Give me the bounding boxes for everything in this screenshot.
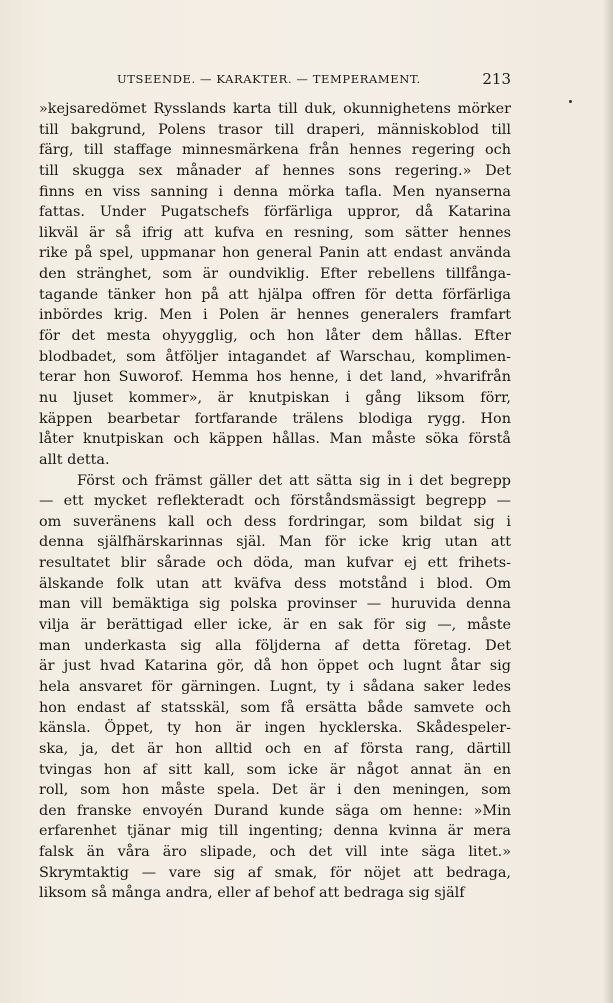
text-line: är just hvad Katarina gör, då hon öppet och lugnt åtar sig <box>39 658 511 675</box>
text-line: fattas. Under Pugatschefs förfärliga uppror, då Katarina <box>39 204 511 221</box>
text-line: till bakgrund, Polens trasor till draperi, människoblod till <box>39 121 511 138</box>
text-line: till skugga sex månader af hennes sons regering.» Det <box>39 162 511 179</box>
text-line: terar hon Suworof. Hemma hos henne, i det land, »hvarifrån <box>39 369 511 386</box>
ink-speck <box>569 100 572 103</box>
text-line: man vill bemäktiga sig polska provinser — huruvida denna <box>39 596 511 613</box>
text-line: roll, som hon måste spela. Det är i den meningen, som <box>39 782 511 799</box>
text-line: man underkasta sig alla följderna af detta företag. Det <box>39 637 511 654</box>
text-line: denna själfhärskarinnas själ. Man för icke krig utan att <box>39 534 511 551</box>
text-line: resultatet blir sårade och döda, man kufvar ej ett frihets- <box>39 555 511 572</box>
text-line: likväl är så ifrig att kufva en resning, som sätter hennes <box>39 224 511 241</box>
text-line: tvingas hon af sitt kall, som icke är något annat än en <box>39 761 511 778</box>
text-line: — ett mycket reflekteradt och förståndsmässigt begrepp — <box>39 493 511 510</box>
text-line: nu ljuset kommer», är knutpiskan i gång liksom förr, <box>39 389 511 406</box>
text-line: rike på spel, uppmanar hon general Panin att endast använda <box>39 245 511 262</box>
text-line: »kejsaredömet Rysslands karta till duk, okunnighetens mörker <box>39 101 511 117</box>
page-number: 213 <box>482 70 511 88</box>
text-line: vilja är berättigad eller icke, är en sak för sig —, måste <box>39 617 511 634</box>
text-line: älskande folk utan att kväfva dess motstånd i blod. Om <box>39 575 511 592</box>
text-line: den stränghet, som är oundviklig. Efter rebellens tillfånga- <box>39 266 511 283</box>
text-line: den franske envoyén Durand kunde säga om henne: »Min <box>39 802 511 819</box>
text-line: liksom så många andra, eller af behof att bedraga sig själf <box>39 885 465 902</box>
running-head: UTSEENDE. — KARAKTER. — TEMPERAMENT. <box>117 72 421 86</box>
text-line: finns en viss sanning i denna mörka tafla. Men nyanserna <box>39 183 511 200</box>
body-text <box>39 99 511 904</box>
text-line: blodbadet, som åtföljer intagandet af Warschau, komplimen- <box>39 348 511 365</box>
page-header <box>39 70 511 90</box>
text-line: för det mesta ohyygglig, och hon låter dem hållas. Efter <box>39 328 511 345</box>
text-line: erfarenhet tjänar mig till ingenting; denna kvinna är mera <box>39 823 511 840</box>
text-line: allt detta. <box>39 451 110 468</box>
text-line: tagande tänker hon på att hjälpa offren för detta förfärliga <box>39 286 511 303</box>
text-line: känsla. Öppet, ty hon är ingen hycklerska. Skådespeler- <box>39 720 511 737</box>
text-line: käppen bearbetar fortfarande trälens blodiga rygg. Hon <box>39 410 511 427</box>
text-line: hon endast af statsskäl, som få ersätta både samvete och <box>39 699 511 716</box>
text-line: falsk än våra äro slipade, och det vill inte säga litet.» <box>39 844 511 861</box>
text-line: inbördes krig. Men i Polen är hennes generalers framfart <box>39 307 511 324</box>
text-line: ska, ja, det är hon alltid och en af första rang, därtill <box>39 740 511 757</box>
text-line: om suveränens kall och dess fordringar, som bildat sig i <box>39 513 511 530</box>
text-line: låter knutpiskan och käppen hållas. Man måste söka förstå <box>39 431 511 448</box>
text-line: färg, till staffage minnesmärkena från hennes regering och <box>39 142 511 159</box>
text-line: hela ansvaret för gärningen. Lugnt, ty i sådana saker ledes <box>39 678 511 695</box>
text-line: Skrymtaktig — vare sig af smak, för nöjet att bedraga, <box>39 864 511 881</box>
text-line: Först och främst gäller det att sätta sig in i det begrepp <box>77 472 511 489</box>
